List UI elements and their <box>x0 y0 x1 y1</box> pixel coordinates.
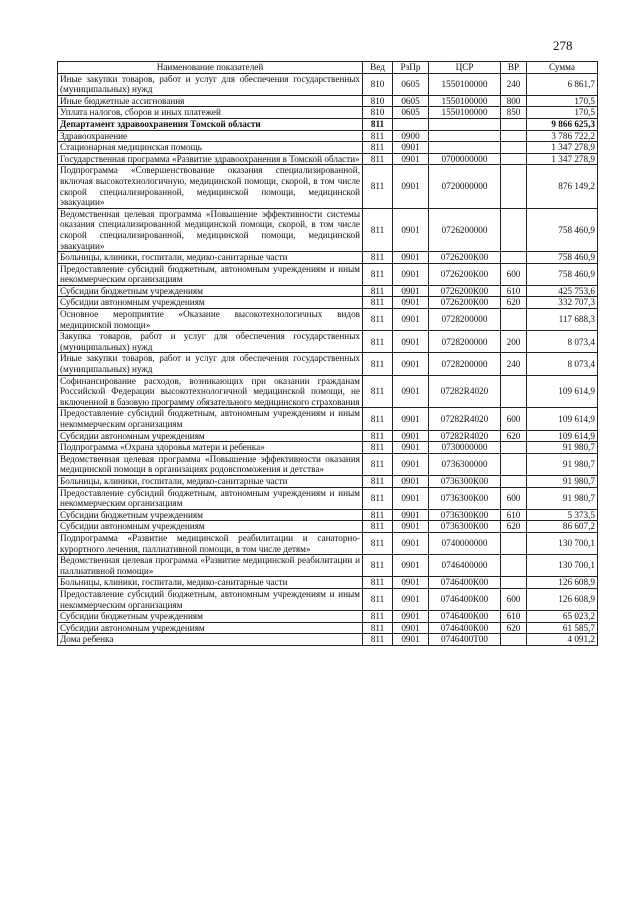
cell-rzpr: 0901 <box>393 263 429 285</box>
cell-csr: 0746400К00 <box>429 622 501 634</box>
cell-csr: 0736300К00 <box>429 487 501 509</box>
cell-rzpr: 0901 <box>393 208 429 251</box>
cell-csr: 0746400К00 <box>429 577 501 589</box>
cell-sum: 425 753,6 <box>527 285 598 297</box>
cell-sum: 86 607,2 <box>527 521 598 533</box>
cell-sum: 8 073,4 <box>527 331 598 353</box>
cell-vr <box>501 208 527 251</box>
cell-vr <box>501 442 527 454</box>
cell-ved: 811 <box>363 453 393 475</box>
cell-name: Субсидии бюджетным учреждениям <box>58 611 363 623</box>
cell-ved: 811 <box>363 611 393 623</box>
cell-vr <box>501 153 527 165</box>
cell-rzpr: 0901 <box>393 442 429 454</box>
cell-vr: 850 <box>501 107 527 119</box>
cell-vr <box>501 532 527 554</box>
cell-ved: 811 <box>363 430 393 442</box>
cell-vr: 240 <box>501 73 527 95</box>
cell-ved: 811 <box>363 309 393 331</box>
cell-rzpr: 0901 <box>393 509 429 521</box>
cell-name: Больницы, клиники, госпитали, медико-санитарные части <box>58 577 363 589</box>
cell-rzpr: 0605 <box>393 107 429 119</box>
table-row <box>58 509 598 521</box>
table-row <box>58 577 598 589</box>
cell-csr: 0726200000 <box>429 208 501 251</box>
cell-csr: 07282R4020 <box>429 408 501 430</box>
cell-rzpr: 0901 <box>393 521 429 533</box>
cell-sum: 6 861,7 <box>527 73 598 95</box>
cell-csr: 0746400Т00 <box>429 634 501 646</box>
cell-rzpr: 0901 <box>393 331 429 353</box>
cell-ved: 811 <box>363 521 393 533</box>
table-row <box>58 153 598 165</box>
cell-name: Субсидии автономным учреждениям <box>58 430 363 442</box>
cell-ved: 811 <box>363 252 393 264</box>
cell-vr <box>501 118 527 130</box>
cell-csr: 0726200К00 <box>429 263 501 285</box>
cell-name: Иные закупки товаров, работ и услуг для обеспечения государственных (муниципальных) нужд <box>58 353 363 375</box>
cell-name: Стационарная медицинская помощь <box>58 142 363 154</box>
header-rzpr: РзПр <box>393 62 429 74</box>
table-row <box>58 521 598 533</box>
table-row <box>58 130 598 142</box>
cell-vr <box>501 309 527 331</box>
cell-rzpr: 0901 <box>393 375 429 408</box>
cell-vr: 600 <box>501 263 527 285</box>
cell-rzpr: 0901 <box>393 532 429 554</box>
cell-name: Подпрограмма «Совершенствование оказания специализированной, включая высокотехнологичную, медицинской помощи, скорой, в том числе скорой специализированной, медицинской помощи, медицинской эвакуации» <box>58 165 363 208</box>
cell-vr <box>501 453 527 475</box>
cell-ved: 811 <box>363 532 393 554</box>
header-name: Наименование показателей <box>58 62 363 74</box>
cell-ved: 811 <box>363 622 393 634</box>
cell-name: Департамент здравоохранения Томской области <box>58 118 363 130</box>
cell-vr <box>501 252 527 264</box>
cell-csr: 07282R4020 <box>429 375 501 408</box>
cell-csr: 0700000000 <box>429 153 501 165</box>
cell-sum: 109 614,9 <box>527 408 598 430</box>
cell-vr <box>501 375 527 408</box>
cell-name: Предоставление субсидий бюджетным, автономным учреждениям и иным некоммерческим организациям <box>58 263 363 285</box>
table-row <box>58 165 598 208</box>
cell-ved: 811 <box>363 475 393 487</box>
table-header-row <box>58 62 598 74</box>
cell-ved: 811 <box>363 353 393 375</box>
cell-name: Уплата налогов, сборов и иных платежей <box>58 107 363 119</box>
table-row <box>58 475 598 487</box>
table-row <box>58 331 598 353</box>
cell-ved: 811 <box>363 331 393 353</box>
cell-vr <box>501 130 527 142</box>
cell-csr: 0728200000 <box>429 309 501 331</box>
table-row <box>58 634 598 646</box>
cell-name: Субсидии бюджетным учреждениям <box>58 509 363 521</box>
cell-rzpr: 0901 <box>393 555 429 577</box>
cell-csr: 0736300К00 <box>429 509 501 521</box>
cell-name: Субсидии автономным учреждениям <box>58 622 363 634</box>
cell-rzpr: 0901 <box>393 475 429 487</box>
cell-name: Дома ребенка <box>58 634 363 646</box>
cell-name: Субсидии автономным учреждениям <box>58 521 363 533</box>
cell-ved: 810 <box>363 107 393 119</box>
cell-vr <box>501 577 527 589</box>
cell-sum: 130 700,1 <box>527 532 598 554</box>
cell-csr <box>429 118 501 130</box>
cell-sum: 758 460,9 <box>527 252 598 264</box>
table-row <box>58 453 598 475</box>
cell-sum: 109 614,9 <box>527 375 598 408</box>
cell-ved: 811 <box>363 487 393 509</box>
cell-name: Закупка товаров, работ и услуг для обеспечения государственных (муниципальных) нужд <box>58 331 363 353</box>
cell-sum: 126 608,9 <box>527 588 598 610</box>
cell-sum: 758 460,9 <box>527 263 598 285</box>
cell-ved: 811 <box>363 263 393 285</box>
cell-name: Ведомственная целевая программа «Повышение эффективности системы оказания специализированной медицинской помощи, скорой, в том числе скорой специализированной, медицинской помощи, медицинской эвакуации» <box>58 208 363 251</box>
table-row <box>58 353 598 375</box>
cell-ved: 811 <box>363 153 393 165</box>
cell-rzpr: 0605 <box>393 73 429 95</box>
table-row <box>58 297 598 309</box>
cell-rzpr: 0901 <box>393 252 429 264</box>
cell-rzpr: 0901 <box>393 309 429 331</box>
cell-ved: 811 <box>363 555 393 577</box>
cell-name: Предоставление субсидий бюджетным, автономным учреждениям и иным некоммерческим организациям <box>58 408 363 430</box>
cell-name: Больницы, клиники, госпитали, медико-санитарные части <box>58 475 363 487</box>
cell-csr: 0740000000 <box>429 532 501 554</box>
cell-sum: 126 608,9 <box>527 577 598 589</box>
cell-name: Предоставление субсидий бюджетным, автономным учреждениям и иным некоммерческим организациям <box>58 588 363 610</box>
cell-csr: 0720000000 <box>429 165 501 208</box>
cell-sum: 332 707,3 <box>527 297 598 309</box>
table-row <box>58 107 598 119</box>
cell-csr: 1550100000 <box>429 95 501 107</box>
cell-vr: 800 <box>501 95 527 107</box>
cell-rzpr: 0901 <box>393 408 429 430</box>
budget-table <box>57 61 598 646</box>
cell-name: Ведомственная целевая программа «Повышение эффективности оказания медицинской помощи в организациях родовспоможения и детства» <box>58 453 363 475</box>
table-row <box>58 285 598 297</box>
header-ved: Вед <box>363 62 393 74</box>
cell-name: Государственная программа «Развитие здравоохранения в Томской области» <box>58 153 363 165</box>
cell-vr <box>501 165 527 208</box>
table-body <box>58 73 598 645</box>
cell-csr: 1550100000 <box>429 73 501 95</box>
cell-ved: 810 <box>363 73 393 95</box>
cell-rzpr: 0901 <box>393 453 429 475</box>
cell-sum: 9 866 625,3 <box>527 118 598 130</box>
table-row <box>58 263 598 285</box>
cell-csr <box>429 130 501 142</box>
cell-vr <box>501 555 527 577</box>
cell-vr: 620 <box>501 430 527 442</box>
cell-rzpr: 0901 <box>393 353 429 375</box>
cell-csr: 0728200000 <box>429 331 501 353</box>
cell-csr: 07282R4020 <box>429 430 501 442</box>
cell-vr <box>501 634 527 646</box>
cell-rzpr <box>393 118 429 130</box>
cell-name: Основное мероприятие «Оказание высокотехнологичных видов медицинской помощи» <box>58 309 363 331</box>
cell-sum: 1 347 278,9 <box>527 153 598 165</box>
cell-csr: 0736300К00 <box>429 475 501 487</box>
cell-name: Ведомственная целевая программа «Развитие медицинской реабилитации и паллиативной помощи» <box>58 555 363 577</box>
cell-name: Иные закупки товаров, работ и услуг для обеспечения государственных (муниципальных) нужд <box>58 73 363 95</box>
table-row <box>58 118 598 130</box>
cell-csr: 0746400000 <box>429 555 501 577</box>
cell-sum: 130 700,1 <box>527 555 598 577</box>
header-vr: ВР <box>501 62 527 74</box>
cell-rzpr: 0901 <box>393 430 429 442</box>
cell-vr: 620 <box>501 521 527 533</box>
table-row <box>58 142 598 154</box>
page-number: 278 <box>553 38 573 53</box>
table-row <box>58 588 598 610</box>
cell-rzpr: 0900 <box>393 130 429 142</box>
cell-ved: 811 <box>363 634 393 646</box>
cell-sum: 8 073,4 <box>527 353 598 375</box>
header-sum: Сумма <box>527 62 598 74</box>
header-csr: ЦСР <box>429 62 501 74</box>
cell-ved: 811 <box>363 130 393 142</box>
cell-name: Софинансирование расходов, возникающих при оказании гражданам Российской Федерации высокотехнологичной медицинской помощи, не включенной в базовую программу обязательного медицинского страхования <box>58 375 363 408</box>
cell-rzpr: 0901 <box>393 634 429 646</box>
cell-ved: 810 <box>363 95 393 107</box>
cell-sum: 758 460,9 <box>527 208 598 251</box>
cell-rzpr: 0901 <box>393 622 429 634</box>
cell-sum: 91 980,7 <box>527 475 598 487</box>
cell-name: Предоставление субсидий бюджетным, автономным учреждениям и иным некоммерческим организациям <box>58 487 363 509</box>
cell-name: Подпрограмма «Развитие медицинской реабилитации и санаторно-курортного лечения, паллиативной помощи, в том числе детям» <box>58 532 363 554</box>
cell-rzpr: 0901 <box>393 165 429 208</box>
table-row <box>58 208 598 251</box>
table-row <box>58 375 598 408</box>
table-row <box>58 73 598 95</box>
cell-csr <box>429 142 501 154</box>
table-row <box>58 442 598 454</box>
cell-sum: 109 614,9 <box>527 430 598 442</box>
cell-csr: 0736300000 <box>429 453 501 475</box>
cell-vr: 600 <box>501 408 527 430</box>
cell-csr: 0726200К00 <box>429 297 501 309</box>
cell-rzpr: 0901 <box>393 588 429 610</box>
cell-ved: 811 <box>363 142 393 154</box>
cell-name: Больницы, клиники, госпитали, медико-санитарные части <box>58 252 363 264</box>
table-row <box>58 622 598 634</box>
cell-ved: 811 <box>363 509 393 521</box>
cell-rzpr: 0901 <box>393 153 429 165</box>
cell-ved: 811 <box>363 577 393 589</box>
cell-vr: 610 <box>501 611 527 623</box>
cell-sum: 61 585,7 <box>527 622 598 634</box>
cell-rzpr: 0605 <box>393 95 429 107</box>
cell-sum: 876 149,2 <box>527 165 598 208</box>
cell-vr: 240 <box>501 353 527 375</box>
cell-name: Субсидии бюджетным учреждениям <box>58 285 363 297</box>
cell-vr <box>501 142 527 154</box>
cell-name: Субсидии автономным учреждениям <box>58 297 363 309</box>
cell-csr: 0726200К00 <box>429 285 501 297</box>
cell-rzpr: 0901 <box>393 577 429 589</box>
cell-name: Здравоохранение <box>58 130 363 142</box>
cell-ved: 811 <box>363 297 393 309</box>
cell-ved: 811 <box>363 165 393 208</box>
cell-sum: 117 688,3 <box>527 309 598 331</box>
cell-csr: 0728200000 <box>429 353 501 375</box>
cell-csr: 0726200К00 <box>429 252 501 264</box>
cell-rzpr: 0901 <box>393 297 429 309</box>
cell-csr: 0730000000 <box>429 442 501 454</box>
cell-sum: 1 347 278,9 <box>527 142 598 154</box>
table-row <box>58 95 598 107</box>
cell-ved: 811 <box>363 208 393 251</box>
table-row <box>58 309 598 331</box>
cell-vr: 200 <box>501 331 527 353</box>
cell-sum: 170,5 <box>527 107 598 119</box>
cell-csr: 0746400К00 <box>429 588 501 610</box>
cell-vr: 600 <box>501 588 527 610</box>
cell-ved: 811 <box>363 118 393 130</box>
cell-vr: 600 <box>501 487 527 509</box>
cell-vr: 620 <box>501 297 527 309</box>
table-row <box>58 252 598 264</box>
cell-sum: 91 980,7 <box>527 453 598 475</box>
cell-name: Подпрограмма «Охрана здоровья матери и ребенка» <box>58 442 363 454</box>
cell-name: Иные бюджетные ассигнования <box>58 95 363 107</box>
table-row <box>58 532 598 554</box>
cell-sum: 91 980,7 <box>527 487 598 509</box>
cell-sum: 91 980,7 <box>527 442 598 454</box>
cell-vr <box>501 475 527 487</box>
cell-ved: 811 <box>363 285 393 297</box>
cell-csr: 0746400К00 <box>429 611 501 623</box>
cell-sum: 4 091,2 <box>527 634 598 646</box>
table-row <box>58 487 598 509</box>
table-row <box>58 430 598 442</box>
cell-sum: 3 786 722,2 <box>527 130 598 142</box>
cell-rzpr: 0901 <box>393 611 429 623</box>
cell-rzpr: 0901 <box>393 142 429 154</box>
cell-sum: 5 373,5 <box>527 509 598 521</box>
table-row <box>58 611 598 623</box>
table-row <box>58 555 598 577</box>
cell-rzpr: 0901 <box>393 487 429 509</box>
cell-sum: 170,5 <box>527 95 598 107</box>
cell-ved: 811 <box>363 375 393 408</box>
cell-ved: 811 <box>363 588 393 610</box>
cell-vr: 620 <box>501 622 527 634</box>
cell-rzpr: 0901 <box>393 285 429 297</box>
cell-ved: 811 <box>363 442 393 454</box>
cell-sum: 65 023,2 <box>527 611 598 623</box>
cell-csr: 1550100000 <box>429 107 501 119</box>
cell-vr: 610 <box>501 509 527 521</box>
cell-ved: 811 <box>363 408 393 430</box>
cell-vr: 610 <box>501 285 527 297</box>
cell-csr: 0736300К00 <box>429 521 501 533</box>
table-row <box>58 408 598 430</box>
